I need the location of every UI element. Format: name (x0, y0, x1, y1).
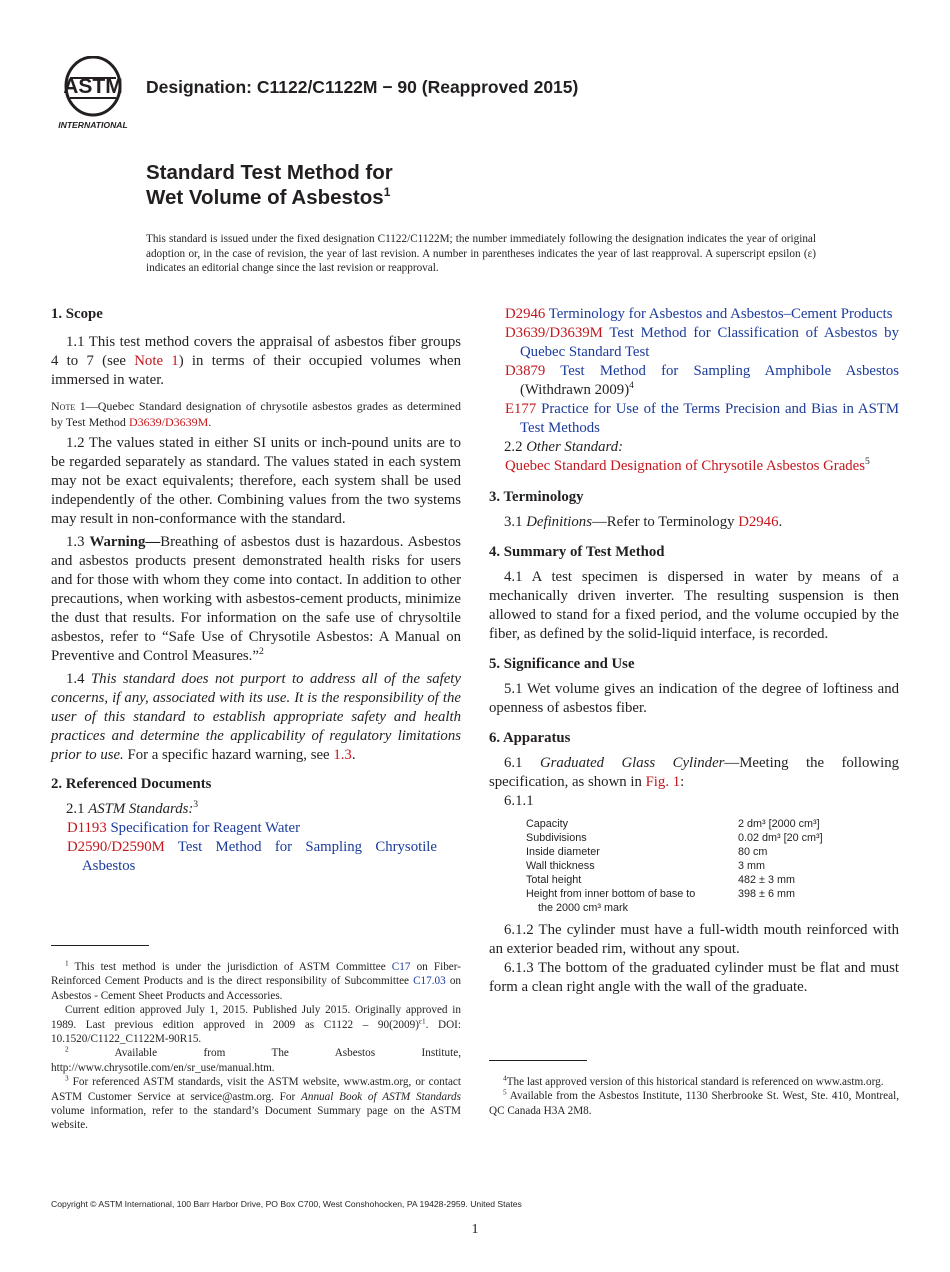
fn4-text: The last approved version of this historical standard is referenced on www.astm.org. (506, 1076, 884, 1088)
p31-end: . (778, 514, 783, 530)
ref-title[interactable]: Specification for Reagent Water (110, 820, 301, 836)
paragraph-2-1 (51, 800, 461, 819)
right-column (489, 305, 899, 997)
section-1-3-link[interactable]: 1.3 (333, 747, 352, 763)
footnotes-right (489, 1075, 899, 1118)
ref-d1193[interactable] (67, 819, 461, 838)
section-5-heading: 5. Significance and Use (489, 656, 635, 672)
p22-num: 2.2 (504, 439, 527, 455)
section-2-heading: 2. Referenced Documents (51, 776, 212, 792)
note-1 (51, 399, 461, 430)
spec-row (526, 901, 823, 915)
title-line-2-text: Wet Volume of Asbestos (146, 186, 384, 209)
note-1-link[interactable]: Note 1 (134, 353, 179, 369)
cylinder-label: Graduated Glass Cylinder (539, 755, 725, 771)
ref-code[interactable]: D2590/D2590M (67, 839, 165, 855)
p61-text: —Meeting the following specification, as shown in (489, 755, 900, 790)
ref-d3639[interactable] (505, 324, 899, 362)
footnotes-left (51, 960, 461, 1133)
ref-code[interactable]: D1193 (67, 820, 107, 836)
epsilon-sup: ε1 (418, 1016, 426, 1025)
spec-row (526, 845, 823, 859)
spec-row (526, 859, 823, 873)
footnote-3-ref[interactable]: 3 (193, 799, 199, 811)
p61-num: 6.1 (504, 755, 540, 771)
fn5-mark: 5 (503, 1088, 507, 1097)
spec-key: Capacity (526, 818, 569, 830)
p14-end: . (351, 747, 356, 763)
spec-value: 482 ± 3 mm (738, 874, 795, 886)
page-title (146, 160, 393, 210)
designation: Designation: C1122/C1122M − 90 (Reapproved 2015) (146, 77, 579, 97)
footnote-2-ref[interactable]: 2 (258, 646, 264, 658)
p14-text: For a specific hazard warning, see (123, 747, 334, 763)
warning-label: Warning— (89, 534, 161, 550)
footnote-1 (51, 960, 461, 1003)
ref-title[interactable]: Test Method for Sampling Amphibole Asbestos (560, 363, 900, 379)
p14-italic: This standard does not purport to address all of the safety concerns, if any, associated with its use. It is the responsibility of the user of this standard to establish appropriate safety and health practices and determine the applicability of regulatory limitations prior to use. (51, 671, 461, 763)
spec-row (526, 887, 823, 901)
p61-end: : (680, 774, 685, 790)
ref-code[interactable]: E177 (505, 401, 537, 417)
ref-title[interactable]: Practice for Use of the Terms Precision and Bias in ASTM Test Methods (520, 401, 899, 436)
p11-text-b: ) in terms of their occupied volumes when immersed in water. (51, 353, 461, 388)
spec-key: Wall thickness (526, 860, 595, 872)
paragraph-1-1 (51, 333, 461, 390)
d3639-link[interactable]: D3639/D3639M (128, 414, 209, 429)
logo-subtext: INTERNATIONAL (58, 120, 128, 130)
spec-row (526, 817, 823, 831)
ref-e177[interactable] (505, 400, 899, 438)
fn2-text: Available from The Asbestos Institute, http://www.chrysotile.com/en/sr_use/manual.htm. (51, 1047, 461, 1074)
note-text-a: 1—Quebec Standard designation of chrysotile asbestos grades as determined by Test Method (51, 399, 461, 429)
ref-d2946[interactable] (505, 305, 899, 324)
fn1-mark: 1 (65, 959, 69, 968)
footnote-divider (51, 945, 149, 946)
spec-key-continued: the 2000 cm³ mark (538, 902, 629, 914)
definitions-label: Definitions (526, 514, 592, 530)
p21-num: 2.1 (66, 801, 89, 817)
note-text-b: . (208, 414, 212, 429)
logo-text: ASTM (63, 75, 123, 98)
fig-1-link[interactable]: Fig. 1 (645, 774, 681, 790)
spec-key: Inside diameter (526, 846, 600, 858)
withdrawn-note: (Withdrawn 2009) (520, 382, 630, 398)
ref-d2590[interactable] (67, 838, 461, 876)
p31-num: 3.1 (504, 514, 527, 530)
fn1-text-b: on Fiber-Reinforced Cement Products and is the direct responsibility of Subcommittee (51, 961, 461, 988)
spec-value: 80 cm (738, 846, 768, 858)
title-line-1: Standard Test Method for (146, 161, 393, 184)
paragraph-1-4 (51, 670, 461, 765)
paragraph-1-2: 1.2 The values stated in either SI units or inch-pound units are to be regarded separately as standard. The values stated in each system may not be exact equivalents; therefore, each system shall be used independently of the other. Combining values from the two systems may result in non-conformance with the standard. (51, 435, 461, 527)
doi-text: . DOI: 10.1520/C1122_C1122M-90R15. (51, 1018, 461, 1046)
astm-standards-label: ASTM Standards: (88, 801, 194, 817)
section-6-heading: 6. Apparatus (489, 730, 571, 746)
p13-text: Breathing of asbestos dust is hazardous. Asbestos and asbestos products present demonstrated health risks for users and for those with whom they come into contact. In addition to other precautions, when working with asbestos-cement products, minimize the dust that results. For information on the safe use of chrysoltile asbestos, refer to “Safe Use of Chrysotile Asbestos: A Manual on Preventive and Control Measures.” (51, 534, 461, 664)
spec-row (526, 873, 823, 887)
d2946-link[interactable]: D2946 (738, 514, 779, 530)
ref-code[interactable]: D3639/D3639M (505, 325, 603, 341)
spec-key: Subdivisions (526, 832, 587, 844)
paragraph-2-2 (489, 438, 899, 457)
section-1-heading: 1. Scope (51, 306, 103, 322)
fn4-mark: 4 (503, 1074, 507, 1083)
p11-text-a: 1.1 This test method covers the appraisal of asbestos fiber groups 4 to 7 (see (51, 334, 461, 369)
paragraph-1-3 (51, 533, 461, 666)
fn3-mark: 3 (65, 1074, 69, 1083)
edition-text: Current edition approved July 1, 2015. Published July 2015. Originally approved in 1989. Last previous edition approved in 2009 as C1122 – 90(2009) (51, 1004, 461, 1031)
page-number: 1 (471, 1222, 479, 1237)
astm-international-logo (52, 56, 134, 132)
paragraph-4-1: 4.1 A test specimen is dispersed in water by means of a mechanically driven inverter. The resulting suspension is then allowed to stand for a fixed period, and the volume occupied by the fiber, as defined by the solid-liquid interface, is recorded. (489, 569, 899, 642)
ref-list-left (51, 819, 461, 876)
footnote-2 (51, 1046, 461, 1075)
fn3-text-a: For referenced ASTM standards, visit the ASTM website, www.astm.org, or contact ASTM Customer Service at service@astm.org. For (51, 1076, 461, 1103)
spec-key: Height from inner bottom of base to (526, 888, 696, 900)
spec-value-empty (738, 901, 823, 915)
ref-d3879[interactable] (505, 362, 899, 400)
spec-value: 398 ± 6 mm (738, 888, 795, 900)
p14-num: 1.4 (66, 671, 91, 687)
paragraph-6-1-1: 6.1.1 (504, 793, 534, 809)
section-4-heading: 4. Summary of Test Method (489, 544, 665, 560)
ref-title[interactable]: Test Method for Sampling Chrysotile Asbestos (82, 839, 437, 874)
p13-num: 1.3 (66, 534, 90, 550)
spec-value: 3 mm (738, 860, 765, 872)
paragraph-6-1 (489, 754, 899, 792)
ref-quebec[interactable] (505, 457, 899, 476)
title-line-2 (146, 185, 393, 210)
fn1-text-a: This test method is under the jurisdiction of ASTM Committee (68, 961, 392, 973)
spec-value: 0.02 dm³ [20 cm³] (738, 832, 823, 844)
spec-value: 2 dm³ [2000 cm³] (738, 818, 820, 830)
spec-key: Total height (526, 874, 582, 886)
ref-code[interactable]: D3879 (505, 363, 546, 379)
spec-row (526, 831, 823, 845)
fn2-mark: 2 (65, 1045, 69, 1054)
footnote-5-ref[interactable]: 5 (865, 456, 870, 468)
ref-title[interactable]: Test Method for Classification of Asbestos by Quebec Standard Test (520, 325, 899, 360)
footnote-4 (489, 1075, 899, 1089)
note-label: Note (51, 399, 76, 413)
intro-paragraph: This standard is issued under the fixed designation C1122/C1122M; the number immediately following the designation indicates the year of original adoption or, in the case of revision, the year of last revision. A number in parentheses indicates the year of last reapproval. A superscript epsilon (ε) indicates an editorial change since the last revision or reapproval. (146, 233, 816, 275)
footnote-4-ref[interactable]: 4 (629, 380, 634, 392)
fn5-text: Available from the Asbestos Institute, 1130 Sherbrooke St. West, Ste. 410, Montreal, QC Canada H3A 2M8. (489, 1090, 899, 1117)
ref-title[interactable]: Terminology for Asbestos and Asbestos–Cement Products (548, 306, 893, 322)
footnote-3 (51, 1075, 461, 1133)
fn1-text-c: on Asbestos - Cement Sheet Products and Accessories. (51, 975, 462, 1002)
section-3-heading: 3. Terminology (489, 489, 584, 505)
ref-code[interactable]: D2946 (505, 306, 546, 322)
paragraph-3-1 (489, 513, 899, 532)
footnote-divider-right (489, 1060, 587, 1061)
paragraph-6-1-2: 6.1.2 The cylinder must have a full-width mouth reinforced with an exterior beaded rim, without any spout. (489, 922, 899, 957)
ref-list-right (489, 305, 899, 438)
paragraph-5-1: 5.1 Wet volume gives an indication of the degree of loftiness and openness of asbestos fiber. (489, 681, 899, 716)
p31-text: —Refer to Terminology (591, 514, 739, 530)
left-column (51, 305, 461, 876)
quebec-standard-link[interactable]: Quebec Standard Designation of Chrysotile Asbestos Grades (505, 458, 865, 474)
spec-table (526, 817, 823, 915)
footnote-5 (489, 1089, 899, 1118)
c17-link[interactable]: C17 (391, 961, 411, 973)
c17-03-link[interactable]: C17.03 (413, 975, 446, 988)
astm-logo-icon (52, 56, 134, 132)
copyright-footer: Copyright © ASTM International, 100 Barr Harbor Drive, PO Box C700, West Conshohocken, PA 19428-2959. United States (51, 1199, 522, 1209)
fn3-text-b: volume information, refer to the standard’s Document Summary page on the ASTM website. (51, 1105, 461, 1132)
footnote-1-edition (51, 1003, 461, 1046)
other-standard-label: Other Standard: (526, 439, 624, 455)
paragraph-6-1-3: 6.1.3 The bottom of the graduated cylinder must be flat and must form a clean right angle with the wall of the graduate. (489, 960, 899, 995)
ref-list-other (489, 457, 899, 476)
title-footnote-ref[interactable]: 1 (383, 185, 391, 200)
fn3-italic: Annual Book of ASTM Standards (301, 1090, 461, 1103)
